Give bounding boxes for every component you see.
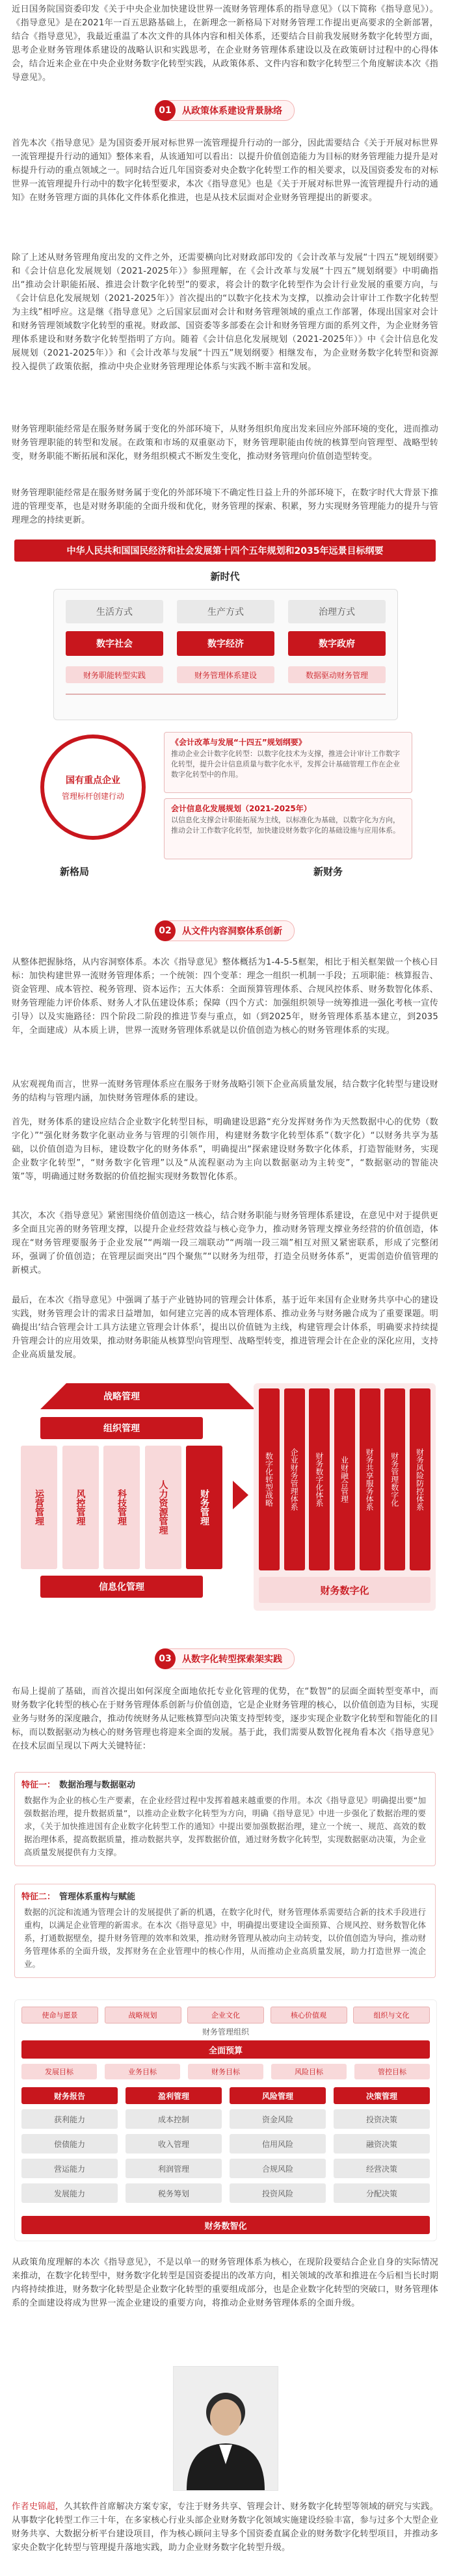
s4-paragraph-1: 从政策角度理解的本次《指导意见》，不是以单一的财务管理体系为核心，在现阶段要结合企业自身的实际情况来推动，在数字化转型中，财务数字化转型是国资委提出的改革方向，相关领域的改革和推进在今后相当长时期内将持续推进，财务数字化转型是企业数字化转型的重要组成部分，也是企业数字化转型的突破口，财务管理体系的全面建设将成为世界一流企业建设的重要方向，将推动企业财务管理体系的全面升级。 [12,2257,438,2308]
section-03-header [0,1638,450,1680]
strategy-box: 战略管理 [103,1392,140,1402]
feature-2-block [14,1884,436,1978]
tile-lifestyle: 生活方式 [66,600,163,623]
s2-paragraph-4: 其次，本次《指导意见》紧密围绕价值创造这一核心，结合财务职能与财务管理体系建设，在意见中对于提供更多全面且完善的财务管理支撑，以提升企业经营效益与核心竞争力，推动财务管理支撑业务经营的价值创造，体现在“财务管理要服务于企业发展”“两端一段三端联动”“两端一段三端”相互对照又紧密联系，形成了完整闭环，强调了价值创造；在管理层面突出“四个聚焦”“以财务为纽带，打造全员财务体系”，更需创造价值管理的新模式。 [12,1211,438,1275]
s2-paragraph-2: 从宏观视角而言，世界一流财务管理体系应在服务于财务战略引领下企业高质量发展，结合数字化转型与建设财务的结构与管理内涵，加快财务管理体系的建设。 [12,1080,438,1103]
figure-policy-framework [14,540,436,904]
org-title: 财务管理组织 [202,2027,249,2036]
tile-governance: 治理方式 [288,600,386,623]
tile-digital-government: 数字政府 [288,631,386,656]
section-title: 从文件内容洞察体系创新 [182,926,282,937]
figure-management-system [14,1383,436,1617]
section-title: 从数字化转型探索架实践 [182,1654,282,1665]
s1-paragraph-4: 财务管理职能经常是在服务财务属于变化的外部环境下不确定性日益上升的外部环境下，在数字时代大背景下推进的管理变革，也是对财务职能的全面升级和优化，财务管理的探索、积累，努力实现财务管理能力的提升与管理理念的持续更新。 [12,488,438,525]
section-title: 从政策体系建设背景脉络 [182,106,282,116]
feature-1-title: 数据治理与数据驱动 [59,1780,136,1790]
s2-paragraph-1: 从整体把握脉络，从内容洞察体系。本次《指导意见》整体概括为1-4-5-5框架，相比于相关框架做一个核心目标：加快构建世界一流财务管理体系；一个统领：四个变革：理念一组织一机制一手段；五项职能：核算报告、资金管理、成本管控、税务管理、资本运作；五大体系：全面预算管理体系、合规风控体系、财务数智化体系、财务管理能力评价体系、财务人才队伍建设体系；保障（四个方式：加强组织领导一统筹推进一强化考核一宣传引导）以及实施路径：四个阶段二阶段的推进节奏与重点，如（到2025年，财务管理体系基本建立，到2035年，全面建成）从本质上讲，世界一流财务管理体系就是以价值创造为核心的财务管理体系的实现。 [12,957,438,1035]
group-3-item: 信用风险 [230,2134,326,2153]
pill-3: 企业文化 [187,2007,264,2023]
right-col-2: 企业财务管理体系 [284,1388,305,1570]
mid-box-2: 业务目标 [105,2064,180,2079]
label-new-finance: 新财务 [313,866,343,878]
group-1-item: 偿债能力 [21,2134,118,2153]
enterprise-logo [40,735,146,840]
author-bio-text: 久其软件首席解决方案专家，专注于财务共享、管理会计、财务数字化转型等领域的研究与实践。从事数字化转型工作三十年，在多家核心行业头部企业财务数字化领域实施建设经验丰富，参与过多个大型企业财务共享、大数据分析平台建设项目，作为核心顾问主导多个国资委直属企业的财务数字化转型项目，并推动多家央企数字化转型与管理提升落地实践，助力企业财务数字化转型升级。 [12,2502,438,2553]
group-3-item: 合规风险 [230,2159,326,2178]
group-1-item: 营运能力 [21,2159,118,2178]
feature-1-block [14,1772,436,1866]
figure-finance-framework [14,1999,437,2241]
group-1 [21,2087,118,2211]
s2-paragraph-5: 最后，在本次《指导意见》中强调了基于产业链协同的管理会计体系，基于近年来国有企业财务共享中心的建设实践，财务管理会计的需求日益增加，如何建立完善的成本管理体系、推动业务与财务融合成为了重要课题。明确提出‘结合管理会计工具方法建立管理会计体系’，提出以价值链为主线，构建管理会计体系，明确要求持续提升管理会计的应用效果，推动财务职能从核算型向管理型、战略型转变，推进管理会计在企业的深化应用，支持企业高质量发展。 [12,1295,438,1360]
feature-2-text: 数据的沉淀和流通为管理会计的发展提供了新的机遇，在数字化时代，财务管理体系需要结合新的技术手段进行重构，以满足企业管理的新需求。在本次《指导意见》中，明确提出要建设全面预算、合规风控、财务数智化体系，打通数据壁垒，提升财务管理的效率和效果，推动财务管理从被动向主动转变，以价值创造为导向，推动财务管理体系的全面升级，发挥财务在企业管理中的核心作用，从而推动企业高质量发展，助力打造世界一流企业。 [24,1907,426,1969]
s3-paragraph-1: 布局上提前了基础，而首次提出如何深度全面地依托专业化管理的优势，在“数智”的层面全面转型变革中，而财务数字化转型的核心在于财务管理体系创新与价值创造，它是企业财务管理的核心，以价值创造为目标，实现业务与财务的深度融合，推动传统财务从记账核算型向决策支持型转变，逐步实现企业数字化转型和智能化的目标，而以数据驱动为核心的财务管理也将迎来全面的发展。基于此，我们需要从数智化视角看本次《指导意见》在技术层面呈现以下两大关键特征： [12,1687,438,1751]
chip-data: 数据驱动财务管理 [288,666,386,683]
group-2-item: 收入管理 [126,2134,222,2153]
feature-2-title: 管理体系重构与赋能 [59,1892,136,1902]
feature-1-text: 数据作为企业的核心生产要素，在企业经营过程中发挥着越来越重要的作用。本次《指导意见》明确提出要“加强数据治理，提升数据质量”，以推动企业数字化转型为方向，明确《指导意见》中进一步强化了数据治理的要求，《关于加快推进国有企业数字化转型工作的通知》中提出要加强数据治理，建立一个统一、规范、高效的数据治理体系，提高数据质量，推动数据共享，发挥数据价值，通过财务数字化转型，实现数据驱动决策，为企业高质量发展提供有力支撑。 [24,1795,426,1857]
chip-system: 财务管理体系建设 [177,666,274,683]
info-box-plan [164,732,412,793]
right-col-7: 财务风险防控体系 [410,1388,430,1570]
group-4 [334,2087,430,2211]
section-number: 02 [155,920,176,941]
group-2 [126,2087,222,2211]
col-hr: 人力资源管理 [145,1446,181,1569]
tile-production: 生产方式 [177,600,274,623]
group-2-item: 成本控制 [126,2109,222,2129]
group-3-title: 风险管理 [230,2087,326,2104]
s2-paragraph-3: 首先，财务体系的建设应结合企业数字化转型目标，明确建设思路“充分发挥财务作为天然数据中心的优势（数字化）”“强化财务数字化驱动业务与管理的引领作用，构建财务数字化转型体系”（数字化）“以财务共享为基础，以价值创造为目标，建设数字化的财务体系”，明确提出“探索建设财务数字化体系，打造智能财务，实现企业数字化转型”，“财务数字化管理”以及“从流程驱动为主向以数据驱动为主转变”，“数据驱动的智能决策”等，明确通过财务数据的价值挖掘实现财务数智化体系。 [12,1117,438,1182]
right-col-1: 数字化转型战略 [259,1388,280,1570]
era-label: 新时代 [210,571,240,582]
section-01-header [0,90,450,131]
s1-paragraph-3: 财务管理职能经常是在服务财务属于变化的外部环境下，从财务组织角度出发来回应外部环境的变化，进而推动财务管理职能的转型和发展。在政策和市场的双重驱动下，财务管理职能由传统的核算型向管理型、战略型转变，财务职能不断拓展和深化，财务组织模式不断发生变化，推动财务管理向价值创造型转变。 [12,424,438,462]
col-risk: 风控管理 [62,1446,99,1569]
right-col-4: 业财融合管理 [334,1388,355,1570]
section-number: 03 [155,1648,176,1669]
mid-box-1: 发展目标 [21,2064,97,2079]
group-1-title: 财务报告 [21,2087,118,2104]
pill-1: 使命与愿景 [21,2007,98,2023]
pill-4: 核心价值观 [271,2007,347,2023]
logo-line-2: 管理标杆创建行动 [61,791,124,801]
pill-5: 组织与文化 [353,2007,430,2023]
logo-line-1: 国有重点企业 [66,775,120,786]
info2-title: 会计信息化发展规划（2021-2025年） [171,804,311,813]
group-3-item: 资金风险 [230,2109,326,2129]
org-box: 组织管理 [40,1417,203,1439]
info1-title: 《会计改革与发展“十四五”规划纲要》 [171,738,306,747]
tile-digital-economy: 数字经济 [177,631,274,656]
info-management-box: 信息化管理 [40,1576,203,1598]
group-4-item: 经营决策 [334,2159,430,2178]
author-label: 作者史锦超， [12,2502,64,2512]
group-1-item: 获利能力 [21,2109,118,2129]
s1-paragraph-1: 首先本次《指导意见》是为国资委开展对标世界一流管理提升行动的一部分，因此需要结合《关于开展对标世界一流管理提升行动的通知》整体来看，从该通知可以看出：以提升价值创造能力为目标的财务管理能力提升是对标提升行动的重点领域之一。同时结合近几年国资委对央企数字化转型工作的相关要求，以及国资委发布的对标世界一流管理提升行动中的数字化转型要求，本次《指导意见》也是《关于开展对标世界一流管理提升行动的通知》在财务管理方面的具体化文件体系化推进，也是从技术层面对企业财务管理提出的新要求。 [12,138,438,203]
base-box: 财务数智化 [21,2216,430,2234]
group-2-item: 利润管理 [126,2159,222,2178]
group-1-item: 发展能力 [21,2183,118,2203]
group-2-title: 盈利管理 [126,2087,222,2104]
col-finance: 财务管理 [186,1446,222,1569]
chip-transformation: 财务职能转型实践 [66,666,163,683]
section-number: 01 [155,100,176,121]
right-col-5: 财务共享服务体系 [360,1388,380,1570]
col-tech: 科技管理 [103,1446,140,1569]
group-4-item: 融资决策 [334,2134,430,2153]
pill-2: 战略规划 [105,2007,181,2023]
right-col-3: 财务数字化体系 [309,1388,330,1570]
info2-text: 以信息化支撑会计职能拓展为主线，以标准化为基础，以数字化为方向，推动会计工作数字化转型，加快建设财务数字化的基础设施与应用体系。 [171,816,400,835]
mid-box-3: 财务目标 [188,2064,263,2079]
group-4-item: 投资决策 [334,2109,430,2129]
arrow-icon [233,1481,248,1509]
section-02-header [0,910,450,952]
group-3 [230,2087,326,2211]
group-2-item: 税务筹划 [126,2183,222,2203]
s1-paragraph-2: 除了上述从财务管理角度出发的文件之外，还需要横向比对财政部印发的《会计改革与发展“十四五”规划纲要》和《会计信息化发展规划（2021-2025年）》参照理解，在《会计改革与发展“十四五”规划纲要》中明确指出“推动会计职能拓展、推进会计数字化转型”的要求，将会计的数字化转型作为会计行业发展的重要方向，与《会计信息化发展规划（2021-2025年）》首次提出的“以数字化技术为支撑，以推动会计审计工作数字化转型为主线”相呼应。这是继《指导意见》之后国家层面对会计和财务管理领域的重点工作部署，体现出国家对会计和财务管理领域数字化转型的重视。财政部、国资委等多部委在会计和财务管理方面的系列文件，为企业财务管理体系建设和财务数字化转型指明了方向。随着《会计信息化发展规划（2021-2025年）》中《会计信息化发展规划（2021-2025年）》和《会计改革与发展“十四五”规划纲要》相继发布，为企业财务数字化转型和资源投入提供了政策依据，推动中央企业财务管理理论体系与实践不断丰富和发展。 [12,253,438,372]
author-photo [173,2366,278,2491]
system-title: 全面预算 [21,2040,430,2059]
author-bio [12,2500,438,2555]
right-col-6: 财务管理数字化 [384,1388,405,1570]
tile-digital-society: 数字社会 [66,631,163,656]
tiles-panel [53,589,398,720]
figure-banner: 中华人民共和国国民经济和社会发展第十四个五年规划和2035年远景目标纲要 [14,540,436,562]
mid-box-4: 风险目标 [271,2064,347,2079]
group-4-title: 决策管理 [334,2087,430,2104]
person-icon [174,2367,278,2490]
feature-2-tag: 特征二： [21,1892,56,1902]
group-4-item: 分配决策 [334,2183,430,2203]
group-3-item: 投资风险 [230,2183,326,2203]
right-big-label: 财务数字化 [259,1577,430,1603]
label-new-pattern: 新格局 [60,866,90,878]
info1-text: 推动企业会计数字化转型：以数字化技术为支撑，推进会计审计工作数字化转型，提升会计信息质量与数字化水平，发挥会计基础管理工作在企业数字化转型中的作用。 [171,749,400,779]
mid-box-5: 管控目标 [354,2064,430,2079]
col-operations: 运营管理 [21,1446,57,1569]
info-box-informatization [164,798,412,859]
intro-paragraph: 近日国务院国资委印发《关于中央企业加快建设世界一流财务管理体系的指导意见》（以下简称《指导意见》）。《指导意见》是在2021年一百五思路基础上，在新理念一新格局下对财务管理工作提出更高要求的全新部署，结合《指导意见》，我最近重温了本次文件的具体内容和相关体系，还要结合目前我发展财务数字化转型方面，思考企业财务管理体系建设的战略认识和实践思考，在企业财务管理体系建设以及在政策研讨过程中的心得体会，结合近来企业在中央企业财务数字化转型实践，从政策体系、文件内容和数字化转型三个角度解读本次《指导意见》。 [12,5,438,83]
feature-1-tag: 特征一： [21,1780,56,1790]
